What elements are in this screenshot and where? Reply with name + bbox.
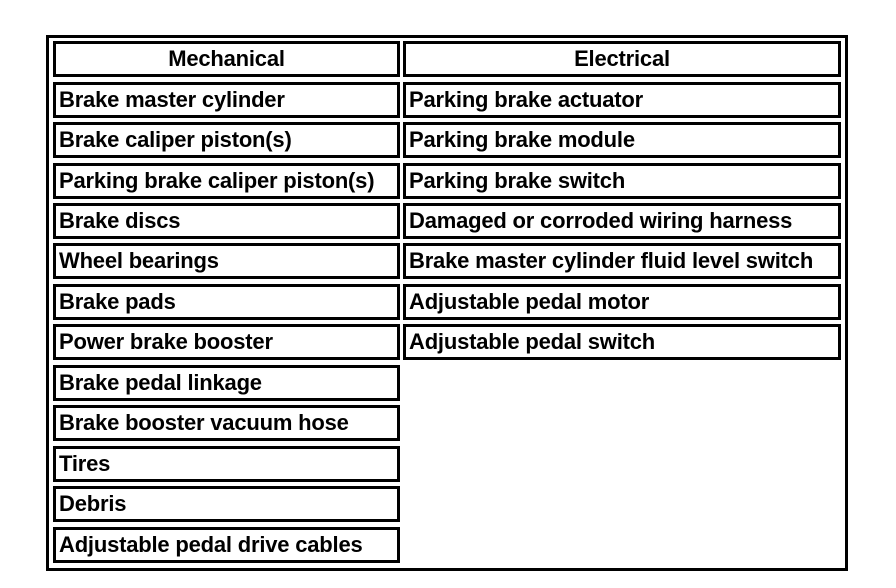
electrical-cell: Adjustable pedal switch <box>403 324 841 360</box>
mechanical-cell: Power brake booster <box>53 324 400 360</box>
electrical-cell: Damaged or corroded wiring harness <box>403 203 841 239</box>
electrical-cell: Brake master cylinder fluid level switch <box>403 243 841 279</box>
mechanical-cell: Brake pedal linkage <box>53 365 400 401</box>
mechanical-cell: Parking brake caliper piston(s) <box>53 163 400 199</box>
mechanical-cell: Brake pads <box>53 284 400 320</box>
column-header-electrical: Electrical <box>403 41 841 77</box>
electrical-cell: Adjustable pedal motor <box>403 284 841 320</box>
mechanical-cell: Brake master cylinder <box>53 82 400 118</box>
mechanical-cell: Brake discs <box>53 203 400 239</box>
mechanical-cell: Tires <box>53 446 400 482</box>
mechanical-cell: Brake caliper piston(s) <box>53 122 400 158</box>
mechanical-cell: Adjustable pedal drive cables <box>53 527 400 563</box>
column-header-mechanical: Mechanical <box>53 41 400 77</box>
electrical-cell: Parking brake actuator <box>403 82 841 118</box>
electrical-cell: Parking brake module <box>403 122 841 158</box>
electrical-cell: Parking brake switch <box>403 163 841 199</box>
mechanical-cell: Debris <box>53 486 400 522</box>
mechanical-cell: Wheel bearings <box>53 243 400 279</box>
mechanical-cell: Brake booster vacuum hose <box>53 405 400 441</box>
